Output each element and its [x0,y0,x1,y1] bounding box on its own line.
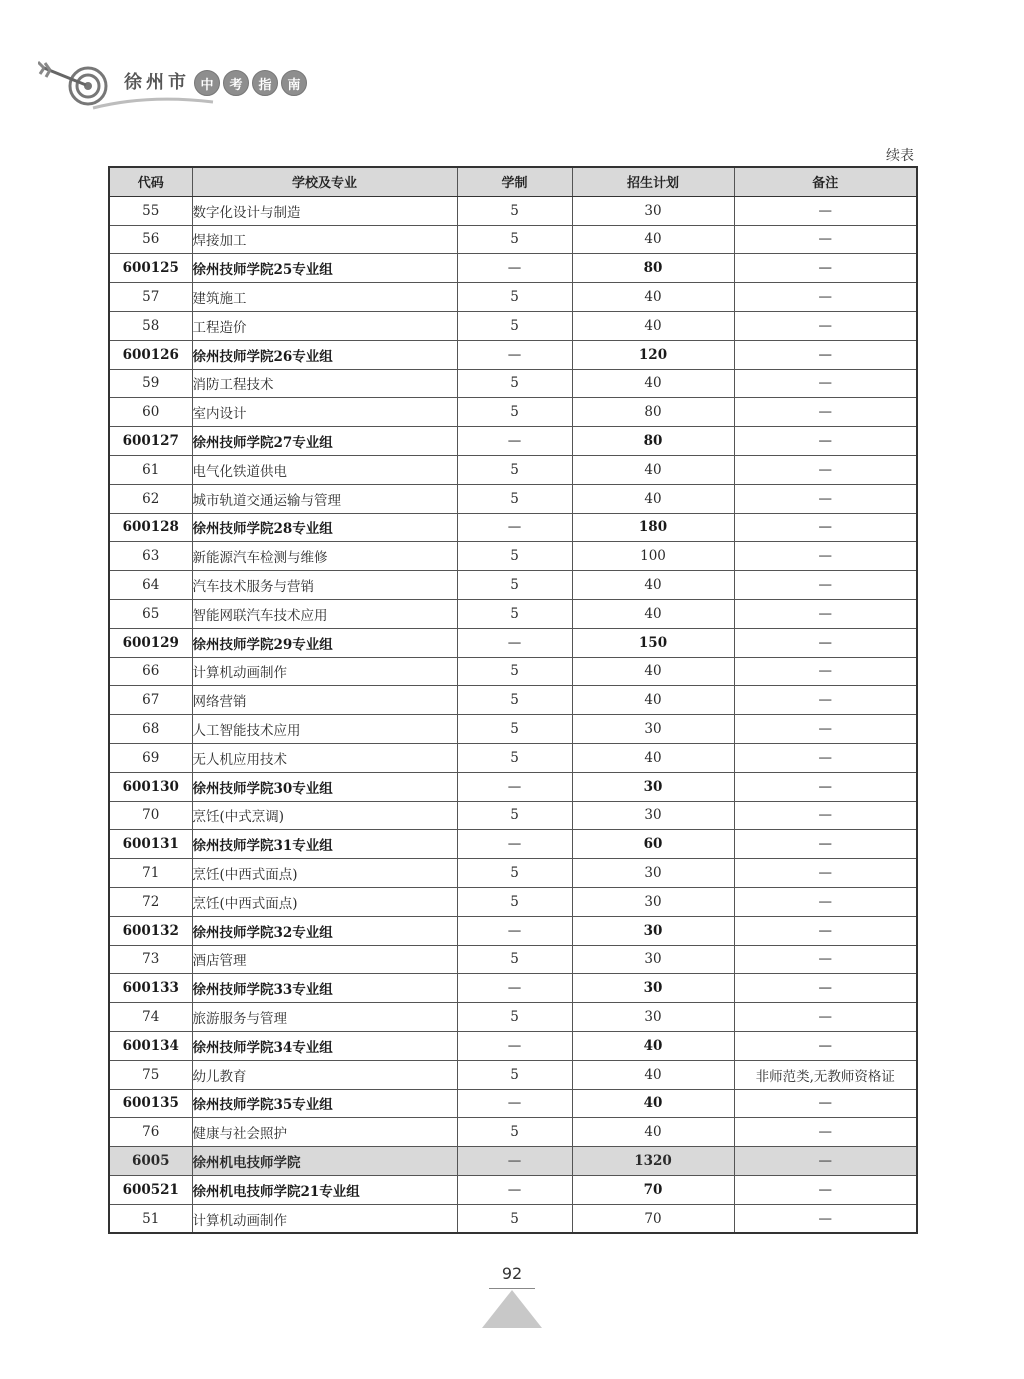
cell-note: — [734,225,917,254]
column-header-note: 备注 [734,167,917,196]
cell-plan: 40 [572,455,734,484]
cell-years: 5 [457,1118,572,1147]
table-row [109,1060,917,1089]
cell-note: — [734,455,917,484]
cell-name: 徐州技师学院29专业组 [192,628,457,657]
cell-years: 5 [457,1003,572,1032]
cell-years: — [457,427,572,456]
table-row [109,455,917,484]
cell-years: 5 [457,571,572,600]
cell-note: — [734,1118,917,1147]
cell-name: 徐州技师学院31专业组 [192,830,457,859]
cell-code: 600130 [109,772,192,801]
table-row [109,196,917,225]
cell-note: — [734,513,917,542]
cell-name: 徐州技师学院30专业组 [192,772,457,801]
cell-years: — [457,340,572,369]
cell-plan: 30 [572,715,734,744]
cell-plan: 40 [572,657,734,686]
cell-code: 600132 [109,916,192,945]
cell-name: 烹饪(中式烹调) [192,801,457,830]
cell-name: 焊接加工 [192,225,457,254]
cell-plan: 30 [572,772,734,801]
group-row [109,1175,917,1204]
cell-code: 75 [109,1060,192,1089]
cell-note: — [734,542,917,571]
cell-note: — [734,427,917,456]
cell-note: — [734,283,917,312]
guide-badge: 中 [194,70,220,96]
cell-name: 新能源汽车检测与维修 [192,542,457,571]
cell-plan: 40 [572,225,734,254]
cell-years: 5 [457,859,572,888]
page-triangle-decoration [482,1290,542,1328]
cell-code: 51 [109,1204,192,1233]
table-row [109,686,917,715]
cell-plan: 70 [572,1204,734,1233]
cell-plan: 120 [572,340,734,369]
cell-note: — [734,916,917,945]
group-row [109,1089,917,1118]
page-number: 92 [501,1264,523,1283]
enrollment-table [108,166,918,1234]
cell-note: — [734,1003,917,1032]
cell-code: 600127 [109,427,192,456]
page-header [38,50,338,120]
cell-plan: 30 [572,801,734,830]
group-row [109,513,917,542]
cell-code: 600131 [109,830,192,859]
cell-name: 酒店管理 [192,945,457,974]
header-city: 徐州市 [124,72,190,93]
cell-code: 66 [109,657,192,686]
cell-years: — [457,916,572,945]
cell-years: 5 [457,484,572,513]
group-row [109,427,917,456]
cell-plan: 40 [572,1060,734,1089]
table-row [109,801,917,830]
cell-years: 5 [457,743,572,772]
cell-years: 5 [457,1204,572,1233]
cell-years: 5 [457,657,572,686]
cell-years: — [457,1031,572,1060]
cell-years: — [457,772,572,801]
cell-note: — [734,196,917,225]
cell-years: 5 [457,398,572,427]
cell-plan: 40 [572,1118,734,1147]
cell-plan: 80 [572,427,734,456]
cell-plan: 40 [572,311,734,340]
table-row [109,945,917,974]
cell-code: 58 [109,311,192,340]
group-row [109,628,917,657]
cell-code: 72 [109,887,192,916]
cell-code: 600128 [109,513,192,542]
cell-code: 56 [109,225,192,254]
cell-years: 5 [457,311,572,340]
column-header-plan: 招生计划 [572,167,734,196]
table-row [109,599,917,628]
cell-name: 智能网联汽车技术应用 [192,599,457,628]
cell-note: — [734,801,917,830]
table-row [109,225,917,254]
cell-name: 烹饪(中西式面点) [192,859,457,888]
cell-note: — [734,772,917,801]
cell-name: 烹饪(中西式面点) [192,887,457,916]
cell-plan: 30 [572,859,734,888]
cell-note: — [734,1089,917,1118]
cell-note: — [734,686,917,715]
guide-badge: 南 [281,70,307,96]
cell-years: 5 [457,1060,572,1089]
cell-years: 5 [457,196,572,225]
cell-code: 69 [109,743,192,772]
cell-name: 建筑施工 [192,283,457,312]
cell-plan: 180 [572,513,734,542]
table-row [109,715,917,744]
cell-note: — [734,715,917,744]
cell-plan: 30 [572,945,734,974]
continued-label: 续表 [886,148,914,164]
cell-name: 幼儿教育 [192,1060,457,1089]
table-row [109,283,917,312]
cell-name: 徐州机电技师学院21专业组 [192,1175,457,1204]
cell-plan: 70 [572,1175,734,1204]
cell-years: 5 [457,283,572,312]
cell-years: 5 [457,945,572,974]
cell-code: 600126 [109,340,192,369]
guide-badge: 指 [252,70,278,96]
cell-note: — [734,859,917,888]
table-row [109,1118,917,1147]
cell-years: 5 [457,715,572,744]
cell-note: — [734,1204,917,1233]
cell-name: 徐州技师学院33专业组 [192,974,457,1003]
cell-years: 5 [457,686,572,715]
table-row [109,571,917,600]
cell-code: 74 [109,1003,192,1032]
table-row [109,484,917,513]
cell-note: — [734,887,917,916]
cell-code: 61 [109,455,192,484]
cell-note: — [734,599,917,628]
cell-note: — [734,340,917,369]
cell-years: — [457,254,572,283]
cell-note: — [734,311,917,340]
cell-years: — [457,1089,572,1118]
cell-name: 徐州技师学院35专业组 [192,1089,457,1118]
cell-name: 无人机应用技术 [192,743,457,772]
cell-note: — [734,743,917,772]
cell-plan: 80 [572,254,734,283]
cell-name: 室内设计 [192,398,457,427]
cell-code: 71 [109,859,192,888]
cell-name: 健康与社会照护 [192,1118,457,1147]
cell-plan: 30 [572,1003,734,1032]
cell-name: 旅游服务与管理 [192,1003,457,1032]
column-header-code: 代码 [109,167,192,196]
cell-code: 68 [109,715,192,744]
cell-plan: 100 [572,542,734,571]
cell-name: 徐州技师学院32专业组 [192,916,457,945]
cell-code: 600133 [109,974,192,1003]
column-header-years: 学制 [457,167,572,196]
cell-code: 65 [109,599,192,628]
cell-plan: 40 [572,571,734,600]
cell-years: 5 [457,369,572,398]
cell-code: 600134 [109,1031,192,1060]
table-row [109,743,917,772]
cell-note: — [734,254,917,283]
cell-plan: 40 [572,283,734,312]
cell-plan: 40 [572,1031,734,1060]
cell-note: — [734,398,917,427]
table-row [109,1003,917,1032]
cell-years: — [457,628,572,657]
cell-years: — [457,1175,572,1204]
cell-years: — [457,830,572,859]
cell-years: 5 [457,887,572,916]
cell-note: — [734,1031,917,1060]
table-row [109,398,917,427]
cell-plan: 40 [572,686,734,715]
cell-code: 64 [109,571,192,600]
cell-code: 57 [109,283,192,312]
cell-name: 汽车技术服务与营销 [192,571,457,600]
cell-code: 6005 [109,1147,192,1176]
cell-plan: 30 [572,916,734,945]
cell-plan: 40 [572,599,734,628]
cell-name: 人工智能技术应用 [192,715,457,744]
table-row [109,369,917,398]
cell-plan: 40 [572,369,734,398]
cell-plan: 40 [572,743,734,772]
table-header-row [109,167,917,196]
cell-code: 73 [109,945,192,974]
table-row [109,887,917,916]
cell-plan: 30 [572,196,734,225]
cell-name: 计算机动画制作 [192,1204,457,1233]
cell-name: 徐州技师学院26专业组 [192,340,457,369]
cell-code: 600129 [109,628,192,657]
cell-code: 600521 [109,1175,192,1204]
header-guide-badges [194,70,307,96]
group-row [109,340,917,369]
cell-plan: 30 [572,887,734,916]
guide-badge: 考 [223,70,249,96]
cell-name: 徐州机电技师学院 [192,1147,457,1176]
group-row [109,974,917,1003]
group-row [109,1031,917,1060]
cell-code: 600125 [109,254,192,283]
group-row [109,772,917,801]
cell-name: 城市轨道交通运输与管理 [192,484,457,513]
cell-years: 5 [457,225,572,254]
cell-code: 76 [109,1118,192,1147]
cell-code: 59 [109,369,192,398]
cell-note: — [734,974,917,1003]
cell-name: 徐州技师学院27专业组 [192,427,457,456]
cell-name: 徐州技师学院28专业组 [192,513,457,542]
cell-note: — [734,571,917,600]
table-row [109,859,917,888]
cell-years: 5 [457,542,572,571]
table-row [109,542,917,571]
cell-years: 5 [457,455,572,484]
cell-note: — [734,1175,917,1204]
cell-plan: 40 [572,1089,734,1118]
cell-years: — [457,513,572,542]
cell-code: 63 [109,542,192,571]
cell-code: 55 [109,196,192,225]
cell-code: 70 [109,801,192,830]
cell-note: 非师范类,无教师资格证 [734,1060,917,1089]
cell-years: 5 [457,801,572,830]
table-body [109,196,917,1233]
cell-plan: 40 [572,484,734,513]
cell-note: — [734,657,917,686]
table-row [109,1204,917,1233]
school-row [109,1147,917,1176]
cell-note: — [734,830,917,859]
cell-name: 工程造价 [192,311,457,340]
table-row [109,311,917,340]
cell-years: — [457,1147,572,1176]
column-header-name: 学校及专业 [192,167,457,196]
cell-name: 数字化设计与制造 [192,196,457,225]
cell-note: — [734,945,917,974]
cell-code: 62 [109,484,192,513]
cell-name: 徐州技师学院25专业组 [192,254,457,283]
group-row [109,830,917,859]
cell-note: — [734,369,917,398]
cell-note: — [734,1147,917,1176]
cell-plan: 150 [572,628,734,657]
group-row [109,916,917,945]
cell-code: 67 [109,686,192,715]
cell-name: 电气化铁道供电 [192,455,457,484]
cell-plan: 1320 [572,1147,734,1176]
page-number-rule [489,1288,535,1289]
cell-code: 600135 [109,1089,192,1118]
cell-note: — [734,628,917,657]
cell-years: — [457,974,572,1003]
table-row [109,657,917,686]
cell-plan: 30 [572,974,734,1003]
cell-code: 60 [109,398,192,427]
cell-note: — [734,484,917,513]
cell-plan: 60 [572,830,734,859]
cell-name: 徐州技师学院34专业组 [192,1031,457,1060]
cell-name: 计算机动画制作 [192,657,457,686]
cell-years: 5 [457,599,572,628]
group-row [109,254,917,283]
cell-name: 消防工程技术 [192,369,457,398]
cell-plan: 80 [572,398,734,427]
cell-name: 网络营销 [192,686,457,715]
